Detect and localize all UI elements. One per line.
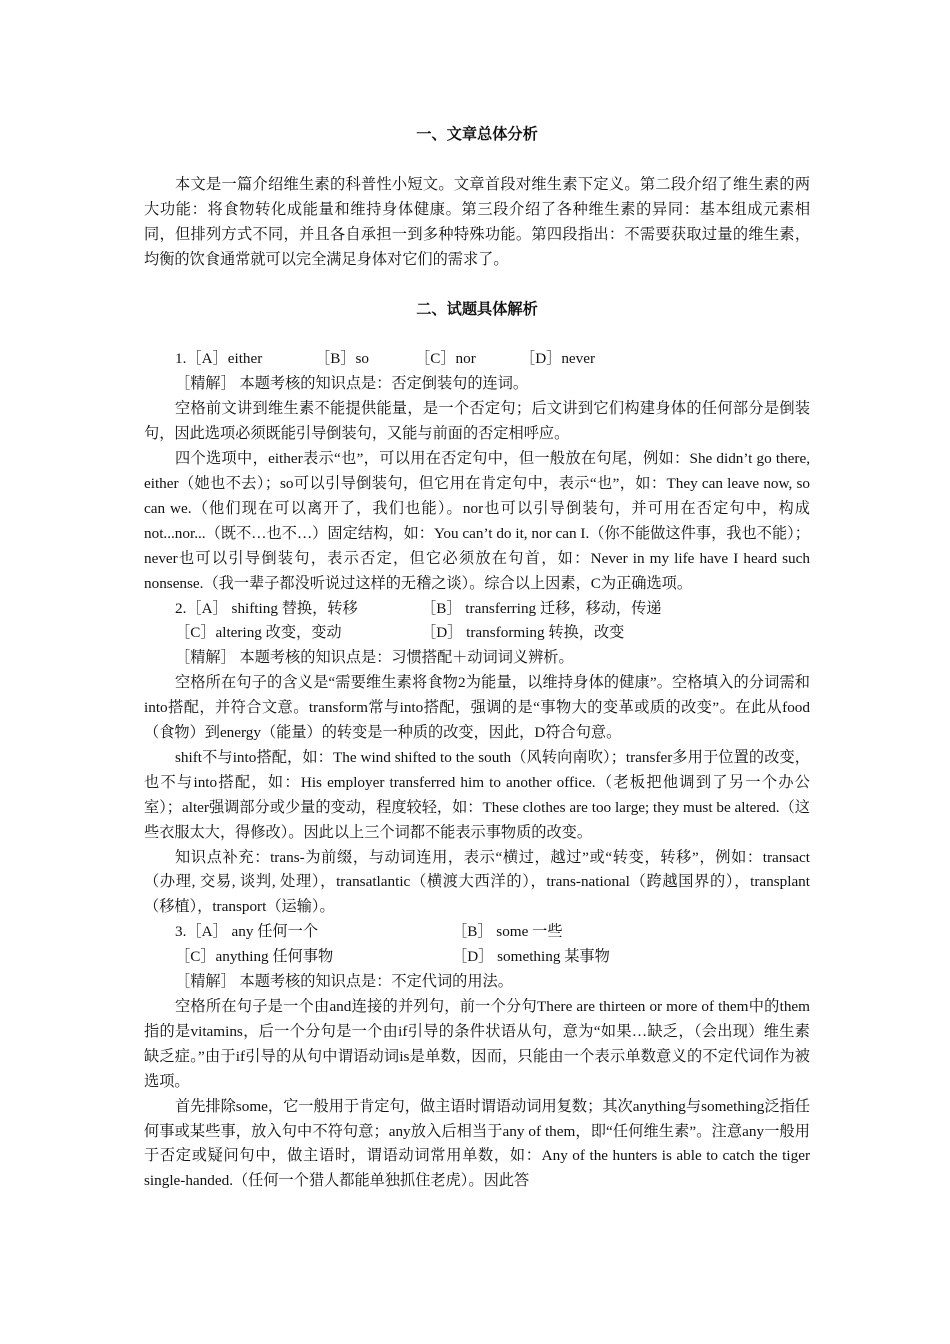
- q2-option-c: ［C］altering 改变，变动: [175, 624, 342, 642]
- q1-note: ［精解］ 本题考核的知识点是：否定倒装句的连词。: [175, 375, 529, 393]
- q3-option-a: 3.［A］ any 任何一个: [175, 923, 319, 941]
- q3-option-d: ［D］ something 某事物: [452, 948, 610, 966]
- q3-option-c: ［C］anything 任何事物: [175, 948, 334, 966]
- section1-paragraph: 本文是一篇介绍维生素的科普性小短文。文章首段对维生素下定义。第二段介绍了维生素的两大功能：将食物转化成能量和维持身体健康。第三段介绍了各种维生素的异同：基本组成元素相同，但排列方式不同，并且各自承担一到多种特殊功能。第四段指出：不需要获取过量的维生素，均衡的饮食通常就可以完全满足身体对它们的需求了。: [144, 175, 810, 268]
- q2-options-row-2: [144, 621, 810, 646]
- q1-paragraph-2: 四个选项中，either表示“也”，可以用在否定句中，但一般放在句尾，例如：She didn’t go there, either（她也不去）；so可以引导倒装句，但它用在肯定句中，表示“也”，如：They can leave now, so can we.（他们现在可以离开了，我们也能）。nor也可以引导倒装句，并可用在否定句中，构成not...nor...（既不…也不…）固定结构，如：You can’t do it, nor can I.（你不能做这件事，我也不能）；never也可以引导倒装句，表示否定，但它必须放在句首，如：Never in my life have I heard such nonsense.（我一辈子都没听说过这样的无稽之谈）。综合以上因素，C为正确选项。: [144, 450, 810, 592]
- q1-option-d: ［D］never: [520, 350, 596, 368]
- q1-option-a: 1.［A］either: [175, 350, 263, 368]
- q2-paragraph-2: shift不与into搭配，如：The wind shifted to the south（风转向南吹）；transfer多用于位置的改变，也不与into搭配，如：His employer transferred him to another office.（老板把他调到了另一个办公室）；alter强调部分或少量的变动，程度较轻，如：These clothes are too large; they must be altered.（这些衣服太大，得修改）。因此以上三个词都不能表示事物质的改变。: [144, 748, 810, 841]
- document-page: [144, 123, 810, 1194]
- q2-option-b: ［B］ transferring 迁移，移动，传递: [421, 599, 662, 617]
- q1-option-b: ［B］so: [315, 350, 370, 368]
- q2-options-row-1: [144, 597, 810, 622]
- q2-note: ［精解］ 本题考核的知识点是：习惯搭配＋动词词义辨析。: [175, 649, 574, 667]
- q3-options-row-1: [144, 920, 810, 945]
- q3-paragraph-1: 空格所在句子是一个由and连接的并列句，前一个分句There are thirteen or more of them中的them指的是vitamins，后一个分句是一个由if引导的条件状语从句，意为“如果…缺乏，（会出现）维生素缺乏症。”由于if引导的从句中谓语动词is是单数，因而，只能由一个表示单数意义的不定代词作为被选项。: [144, 998, 810, 1090]
- q1-option-c: ［C］nor: [415, 350, 476, 368]
- q3-options-row-2: [144, 945, 810, 970]
- q1-options: [144, 347, 810, 372]
- q2-paragraph-1: 空格所在句子的含义是“需要维生素将食物2为能量，以维持身体的健康”。空格填入的分词需和into搭配，并符合文意。transform常与into搭配，强调的是“事物大的变革或质的改变”。在此从food（食物）到energy（能量）的转变是一种质的改变，因此，D符合句意。: [144, 674, 810, 742]
- q2-option-a: 2.［A］ shifting 替换，转移: [175, 599, 358, 617]
- q1-paragraph-1: 空格前文讲到维生素不能提供能量，是一个否定句；后文讲到它们构建身体的任何部分是倒装句，因此选项必须既能引导倒装句，又能与前面的否定相呼应。: [144, 400, 810, 443]
- q3-paragraph-2: 首先排除some，它一般用于肯定句，做主语时谓语动词用复数；其次anything与something泛指任何事或某些事，放入句中不符句意；any放入后相当于any of them，即“任何维生素”。注意any一般用于否定或疑问句中，做主语时，谓语动词常用单数，如：Any of the hunters is able to catch the tiger single-handed.（任何一个猎人都能单独抓住老虎）。因此答: [144, 1097, 810, 1190]
- section2-title: 二、试题具体解析: [416, 300, 538, 318]
- q3-note: ［精解］ 本题考核的知识点是：不定代词的用法。: [175, 973, 513, 991]
- section1-title: 一、文章总体分析: [416, 126, 538, 143]
- q2-paragraph-3: 知识点补充：trans-为前缀，与动词连用，表示“横过，越过”或“转变，转移”，例如：transact（办理, 交易, 谈判, 处理），transatlantic（横渡大西洋的），trans-national（跨越国界的），transplant（移植），transport（运输）。: [144, 848, 810, 916]
- q2-option-d: ［D］ transforming 转换，改变: [421, 624, 625, 642]
- q3-option-b: ［B］ some 一些: [452, 923, 563, 941]
